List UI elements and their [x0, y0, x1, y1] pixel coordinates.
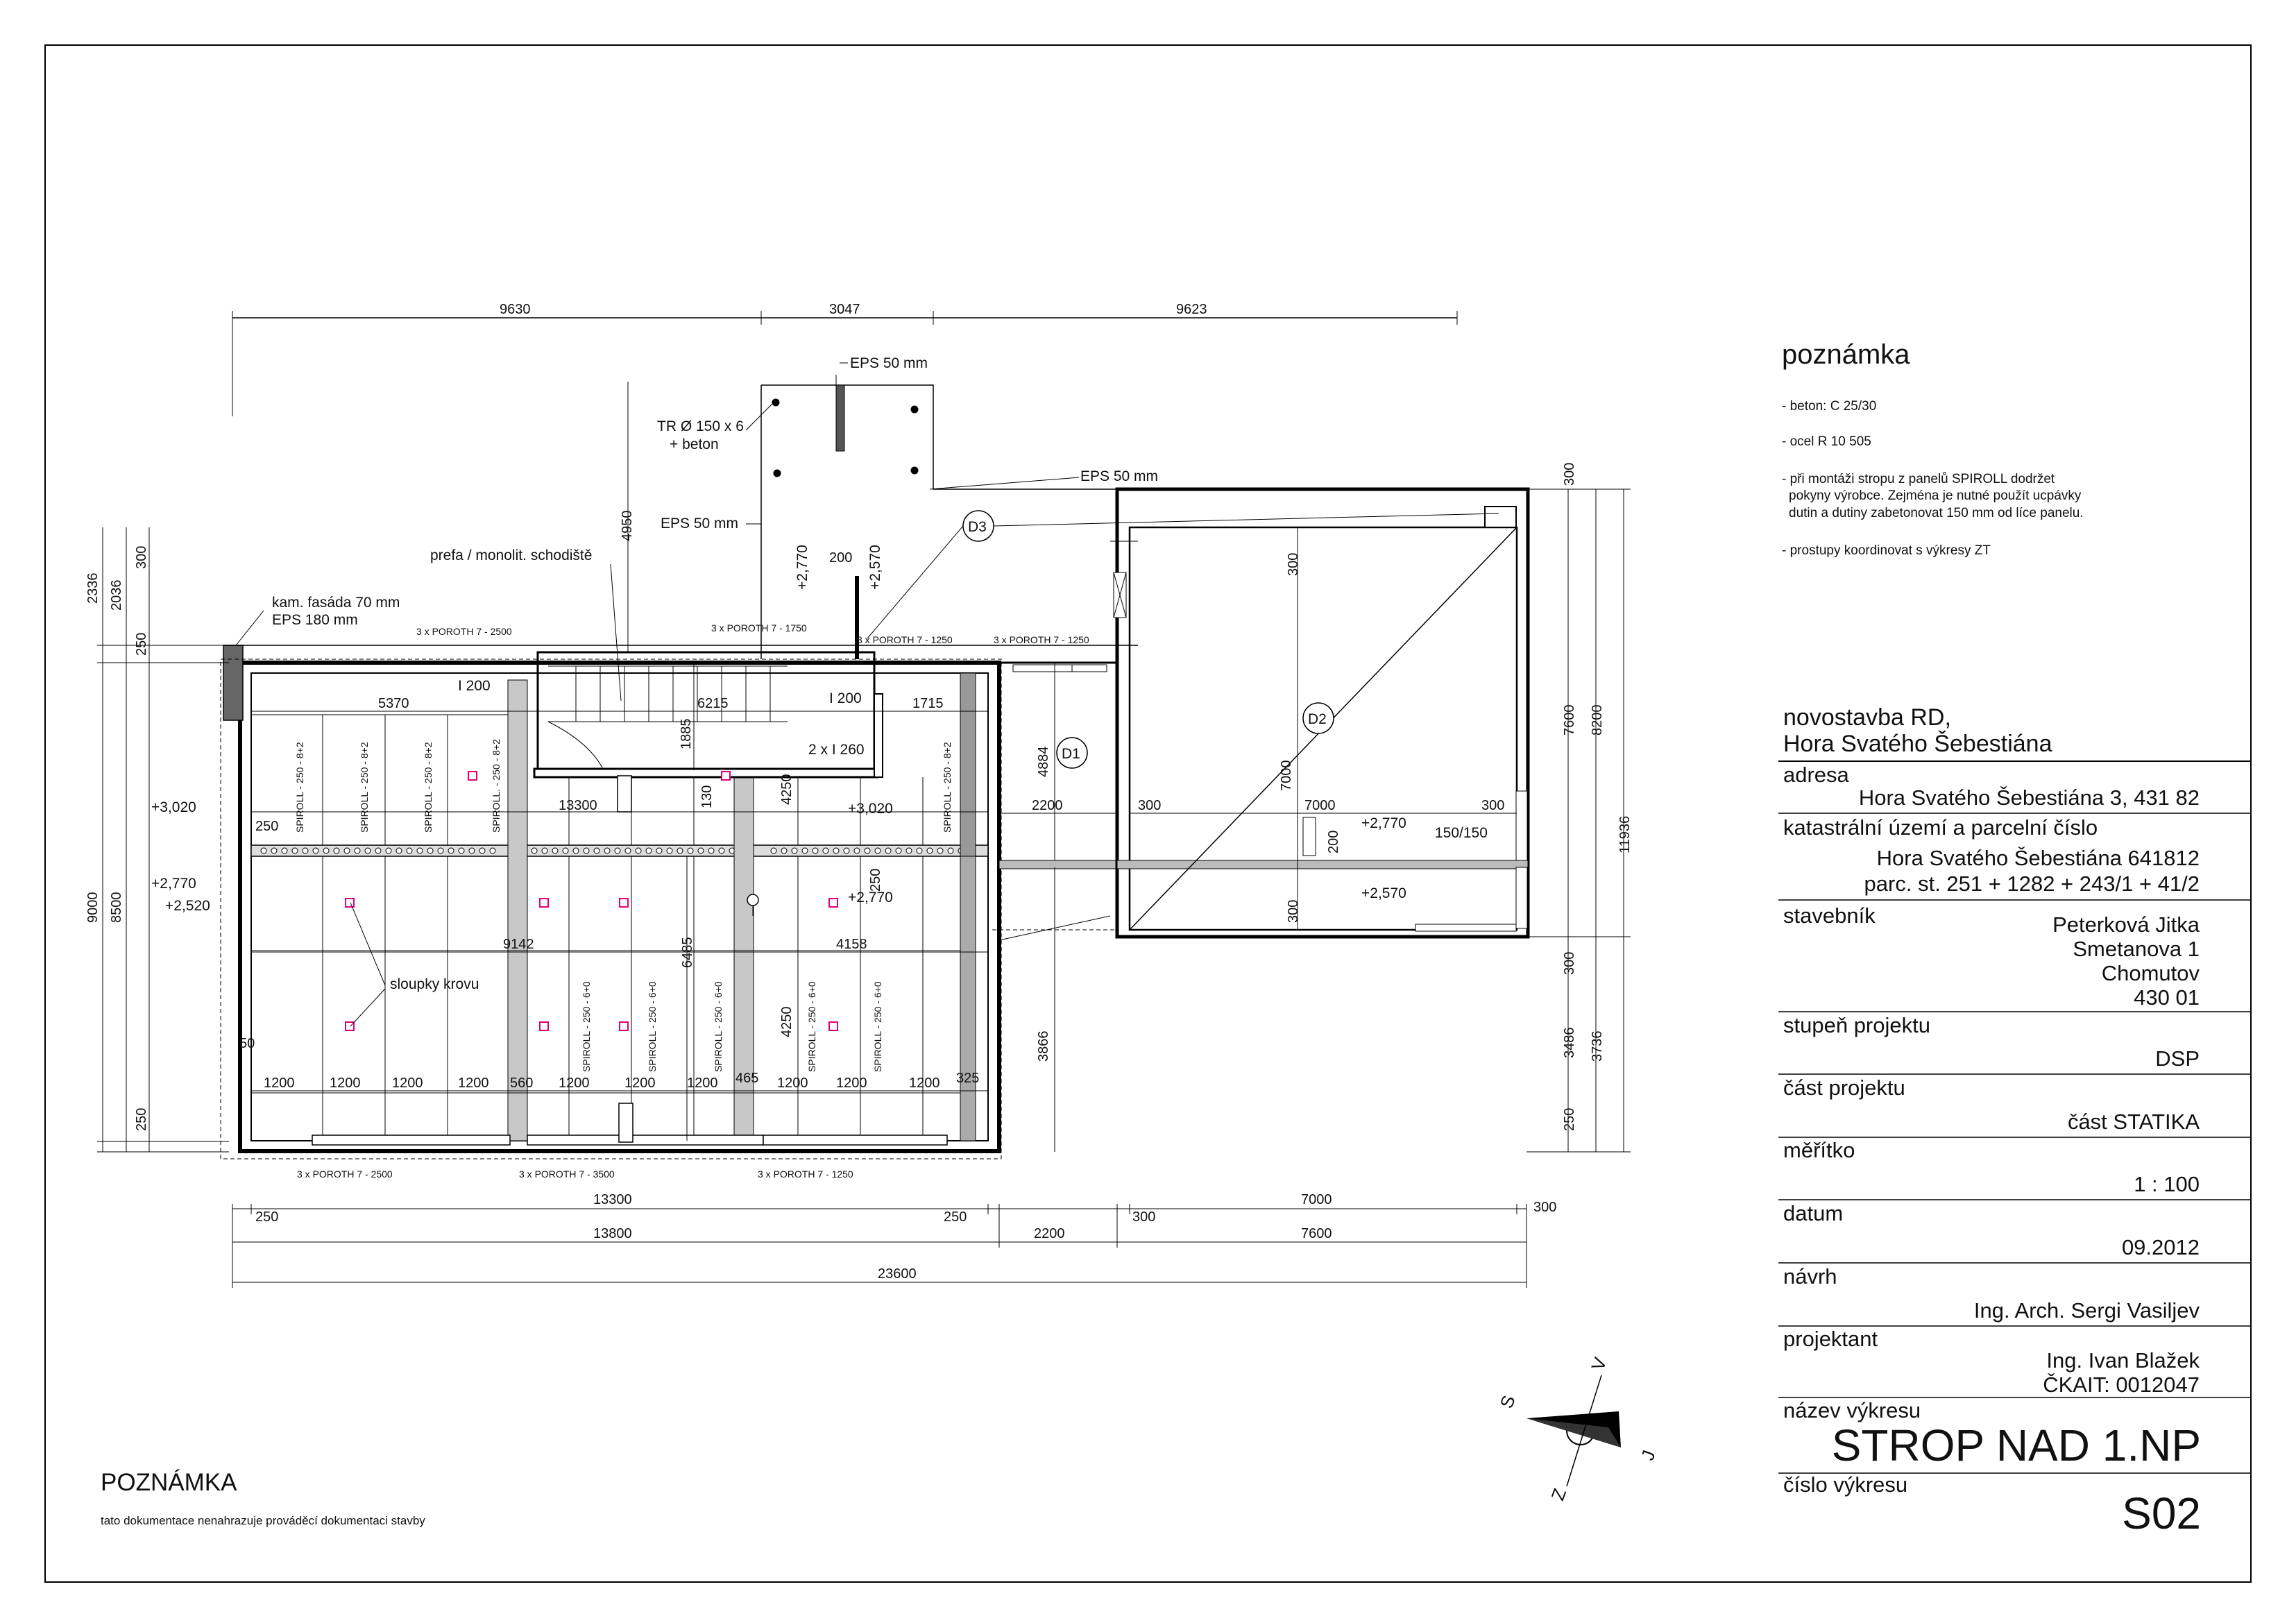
- dim-300-v1: 300: [1286, 552, 1301, 576]
- dim-1885: 1885: [679, 718, 694, 749]
- dim-left-250b: 250: [134, 1107, 149, 1131]
- dim-right-300: 300: [1562, 462, 1577, 486]
- label-lvl-2770-a: +2,770: [151, 876, 196, 892]
- dim-panel-6: 1200: [559, 1076, 590, 1091]
- dim-bottom-7600: 7600: [1301, 1226, 1332, 1241]
- dim-200-top: 200: [829, 550, 853, 566]
- dim-250-left: 250: [255, 819, 279, 834]
- label-lvl-2520: +2,520: [165, 898, 210, 914]
- note-line-spiroll-2: pokyny výrobce. Zejména je nutné použít ucpávky: [1789, 488, 2082, 503]
- spiroll-label-top-3: SPIROLL - 250 - 8+2: [423, 742, 434, 833]
- dim-panel-5: 560: [510, 1076, 534, 1091]
- bottom-dimensions: [232, 1192, 1556, 1288]
- tb-part: část STATIKA: [2067, 1110, 2200, 1134]
- compass-s: S: [1495, 1392, 1520, 1411]
- dim-9142: 9142: [503, 937, 534, 952]
- dim-4950: 4950: [620, 510, 635, 541]
- label-opening: 150/150: [1435, 825, 1488, 841]
- spiroll-label-bot-4: SPIROLL - 250 - 6+0: [806, 981, 817, 1072]
- panel-joints-upper: [251, 715, 923, 845]
- tb-stage-label: stupeň projektu: [1783, 1013, 1930, 1037]
- dim-top-1: 9630: [500, 302, 531, 317]
- remark-block: [101, 1469, 425, 1527]
- dim-panel-1: 1200: [264, 1076, 295, 1091]
- note-block: [1782, 339, 2084, 558]
- label-facade: kam. fasáda 70 mm: [272, 595, 400, 611]
- dim-bottom-23600: 23600: [878, 1266, 917, 1282]
- spiroll-label-bot-1: SPIROLL - 250 - 6+0: [581, 981, 592, 1072]
- tb-design-label: návrh: [1783, 1264, 1837, 1289]
- dim-50: 50: [239, 1036, 255, 1051]
- label-poroth-2: 3 x POROTH 7 - 1750: [711, 622, 807, 634]
- panel-width-dims: [251, 1071, 988, 1091]
- dim-right-11936: 11936: [1617, 815, 1633, 853]
- compass-v: V: [1587, 1354, 1611, 1373]
- dim-panel-7: 1200: [624, 1076, 656, 1091]
- label-lvl-2570-a: +2,570: [867, 545, 883, 590]
- dim-4884: 4884: [1036, 746, 1051, 777]
- dim-right-3736: 3736: [1590, 1030, 1605, 1062]
- dim-left-9000: 9000: [85, 892, 101, 923]
- dim-250-inner: 250: [868, 868, 883, 892]
- spiroll-label-bot-5: SPIROLL - 250 - 6+0: [872, 981, 883, 1072]
- spiroll-label-top-4: SPIROLL. - 250 - 8+2: [491, 738, 502, 833]
- label-poroth-b2: 3 x POROTH 7 - 3500: [519, 1169, 615, 1180]
- dim-panel-9: 465: [735, 1071, 759, 1086]
- label-poroth-4: 3 x POROTH 7 - 1250: [994, 634, 1089, 645]
- compass-j: J: [1636, 1447, 1660, 1463]
- dim-panel-11: 1200: [836, 1076, 867, 1091]
- spiroll-label-top-5: SPIROLL - 250 - 8+2: [942, 742, 953, 833]
- note-line-ocel: - ocel R 10 505: [1782, 434, 1871, 449]
- dim-4250-b: 4250: [779, 1006, 794, 1037]
- label-poroth-1: 3 x POROTH 7 - 2500: [416, 626, 512, 637]
- note-line-spiroll-3: dutin a dutiny zabetonovat 150 mm od líce panelu.: [1789, 506, 2084, 520]
- dim-bottom-13300: 13300: [593, 1192, 632, 1207]
- dim-right-7600: 7600: [1562, 704, 1577, 736]
- dim-bottom-250b: 250: [944, 1209, 967, 1225]
- label-lvl-2770-c: +2,770: [794, 545, 810, 590]
- dim-right-300b: 300: [1562, 951, 1577, 975]
- tb-project-2: Hora Svatého Šebestiána: [1783, 731, 2052, 757]
- compass-z: Z: [1547, 1485, 1571, 1504]
- left-dimensions: [85, 527, 229, 1152]
- spiroll-label-top-2: SPIROLL - 250 - 8+2: [359, 742, 370, 833]
- dim-1715: 1715: [912, 696, 944, 711]
- label-lvl-2770-d: +2,770: [1361, 815, 1406, 831]
- right-dimensions: [1527, 463, 1633, 1152]
- dim-panel-13: 325: [956, 1071, 980, 1086]
- label-eps-right: EPS 50 mm: [1080, 468, 1159, 484]
- tb-investor-city: Chomutov: [2101, 961, 2200, 985]
- note-line-spiroll-1: - při montáži stropu z panelů SPIROLL dodržet: [1782, 472, 2055, 486]
- dim-panel-3: 1200: [392, 1076, 423, 1091]
- dim-right-8200: 8200: [1590, 704, 1605, 736]
- tb-address: Hora Svatého Šebestiána 3, 431 82: [1858, 785, 2200, 810]
- remark-text: tato dokumentace nenahrazuje prováděcí dokumentaci stavby: [101, 1514, 425, 1527]
- tb-project: novostavba RD,: [1783, 704, 1951, 731]
- label-i260: 2 x I 260: [808, 742, 865, 758]
- dim-left-2036: 2036: [109, 579, 124, 611]
- tb-drawing-no-label: číslo výkresu: [1783, 1472, 1908, 1497]
- tb-scale-label: měřítko: [1783, 1138, 1855, 1162]
- label-poroth-b1: 3 x POROTH 7 - 2500: [297, 1169, 393, 1180]
- dim-right-250: 250: [1562, 1107, 1577, 1131]
- dim-bottom-300b: 300: [1533, 1200, 1557, 1215]
- tb-investor-name: Peterková Jitka: [2052, 912, 2200, 937]
- dim-panel-4: 1200: [458, 1076, 489, 1091]
- dim-right-3486: 3486: [1562, 1027, 1577, 1058]
- tb-engineer-id: ČKAIT: 0012047: [2043, 1373, 2200, 1397]
- floor-plan: [85, 302, 1633, 1288]
- label-i200-a: I 200: [458, 678, 491, 694]
- label-lvl-3020-a: +3,020: [151, 799, 196, 815]
- north-arrow-icon: [1496, 1354, 1660, 1503]
- note-heading: poznámka: [1782, 339, 1910, 370]
- label-lvl-3020-b: +3,020: [848, 801, 893, 817]
- tb-investor-street: Smetanova 1: [2073, 937, 2200, 961]
- dim-7000-v: 7000: [1279, 760, 1294, 791]
- tb-engineer: Ing. Ivan Blažek: [2046, 1348, 2200, 1373]
- tb-drawing-name-label: název výkresu: [1783, 1398, 1921, 1422]
- dim-bottom-7000: 7000: [1301, 1192, 1332, 1207]
- dim-panel-8: 1200: [687, 1076, 718, 1091]
- dim-bottom-13800: 13800: [593, 1226, 632, 1241]
- dim-6215: 6215: [697, 696, 729, 711]
- tb-parcel: parc. st. 251 + 1282 + 243/1 + 41/2: [1864, 872, 2200, 896]
- tb-investor-label: stavebník: [1783, 903, 1876, 928]
- dim-panel-2: 1200: [330, 1076, 361, 1091]
- dim-panel-10: 1200: [777, 1076, 808, 1091]
- dim-top-2: 3047: [829, 302, 860, 317]
- label-eps-left: EPS 50 mm: [661, 516, 739, 532]
- dim-200-r: 200: [1326, 830, 1341, 853]
- dim-2200-corridor: 2200: [1032, 798, 1063, 813]
- tb-drawing-name: STROP NAD 1.NP: [1831, 1420, 2201, 1470]
- tb-stage: DSP: [2155, 1046, 2200, 1071]
- spiroll-label-bot-3: SPIROLL - 250 - 6+0: [713, 981, 724, 1072]
- label-stair: prefa / monolit. schodiště: [430, 547, 593, 563]
- label-lvl-2570-b: +2,570: [1361, 885, 1406, 901]
- label-sloupky: sloupky krovu: [390, 976, 479, 992]
- label-i200-b: I 200: [829, 690, 862, 706]
- dim-left-250: 250: [134, 632, 149, 656]
- tb-date: 09.2012: [2121, 1235, 2200, 1259]
- label-lvl-2770-b: +2,770: [848, 890, 893, 906]
- label-eps-180: EPS 180 mm: [272, 612, 358, 628]
- note-line-zt: - prostupy koordinovat s výkresy ZT: [1782, 543, 1991, 558]
- beam-dots: [261, 848, 974, 853]
- stair-treads: [548, 666, 788, 770]
- dim-3866: 3866: [1036, 1030, 1051, 1062]
- dim-left-2336: 2336: [85, 572, 101, 604]
- dim-4158: 4158: [836, 937, 867, 952]
- tb-drawing-no: S02: [2122, 1488, 2201, 1538]
- remark-heading: POZNÁMKA: [101, 1469, 237, 1496]
- spiroll-label-top-1: SPIROLL - 250 - 8+2: [294, 742, 305, 833]
- dim-left-8500: 8500: [109, 892, 124, 923]
- dim-left-300: 300: [134, 545, 149, 569]
- tb-engineer-label: projektant: [1783, 1327, 1878, 1351]
- tb-address-label: adresa: [1783, 763, 1849, 787]
- dim-panel-12: 1200: [909, 1076, 940, 1091]
- dim-7000-r: 7000: [1304, 798, 1336, 813]
- marker-d2-text: D2: [1308, 711, 1327, 727]
- dim-5370: 5370: [378, 696, 409, 711]
- title-block: [1778, 704, 2251, 1538]
- marker-d1-text: D1: [1062, 746, 1080, 762]
- dim-6485: 6485: [680, 937, 695, 968]
- tb-scale: 1 : 100: [2134, 1172, 2200, 1196]
- tb-date-label: datum: [1783, 1201, 1844, 1225]
- dim-130: 130: [699, 785, 715, 808]
- dim-bottom-300a: 300: [1132, 1209, 1156, 1225]
- tb-part-label: část projektu: [1783, 1076, 1905, 1100]
- dim-bottom-2200: 2200: [1034, 1226, 1065, 1241]
- label-eps-top: EPS 50 mm: [850, 355, 928, 371]
- tb-cadastre: Hora Svatého Šebestiána 641812: [1876, 846, 2200, 870]
- tb-cadastre-label: katastrální území a parcelní číslo: [1783, 815, 2098, 840]
- tb-investor-zip: 430 01: [2134, 985, 2200, 1010]
- label-tr-beton: + beton: [670, 436, 719, 452]
- dim-300-r1: 300: [1138, 798, 1162, 813]
- label-tr: TR Ø 150 x 6: [657, 418, 744, 434]
- dim-top-3: 9623: [1176, 302, 1207, 317]
- dim-4250-a: 4250: [779, 774, 794, 805]
- tb-designer: Ing. Arch. Sergi Vasiljev: [1973, 1298, 2200, 1323]
- label-poroth-b3: 3 x POROTH 7 - 1250: [758, 1169, 853, 1180]
- label-poroth-3: 3 x POROTH 7 - 1250: [857, 634, 953, 645]
- dim-300-r2: 300: [1481, 798, 1505, 813]
- dim-300-v2: 300: [1286, 899, 1301, 923]
- note-line-beton: - beton: C 25/30: [1782, 399, 1877, 414]
- dim-bottom-250a: 250: [255, 1209, 279, 1225]
- spiroll-label-bot-2: SPIROLL - 250 - 6+0: [647, 981, 658, 1072]
- dim-13300-inner: 13300: [559, 798, 597, 813]
- marker-d3-text: D3: [968, 519, 987, 535]
